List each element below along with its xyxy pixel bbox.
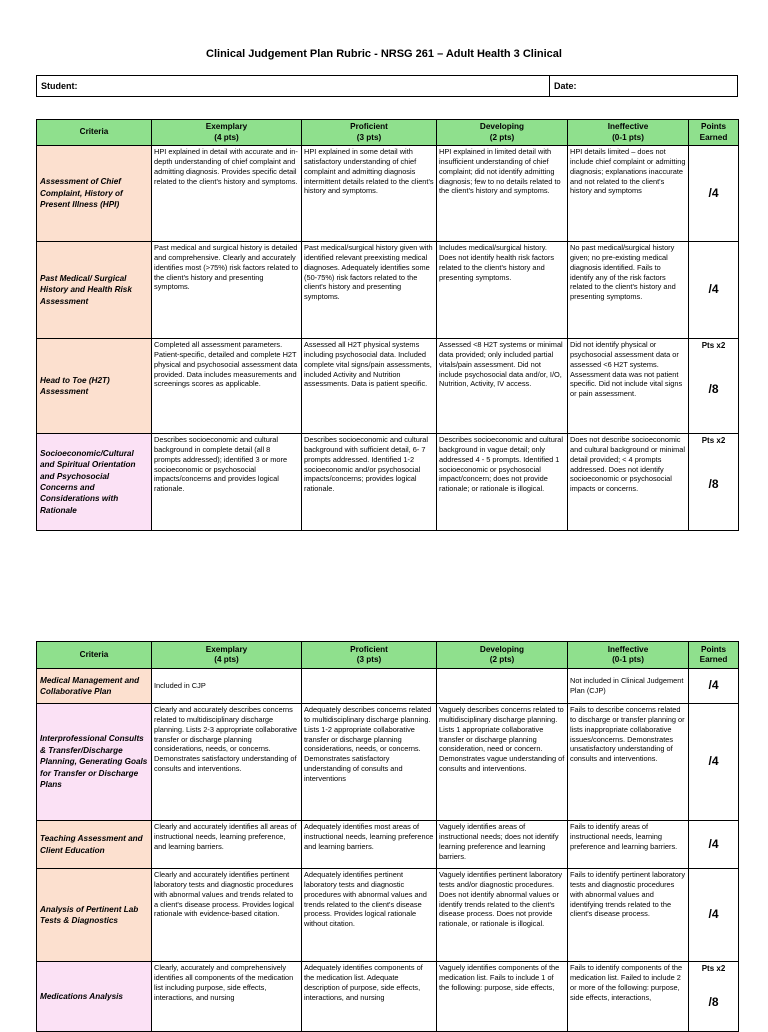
header-points-label: Points: [700, 644, 727, 654]
points-earned-cell: [689, 434, 739, 531]
ineffective-cell: Fails to identify components of the medication list. Failed to include 2 or more of the following: purpose, side effects, interactions,: [568, 962, 689, 1032]
header-developing-name: Developing: [479, 122, 525, 132]
table-row: [37, 869, 739, 962]
exemplary-cell: Past medical and surgical history is detailed and comprehensive. Clearly and accurately identifies most (>75%) risk factors related to the client's history and presenting symptoms.: [152, 242, 302, 339]
header-proficient-name: Proficient: [350, 644, 388, 654]
rubric-table-1: [36, 119, 739, 531]
rubric-table-2: [36, 641, 739, 1032]
points-earned-cell: [689, 146, 739, 242]
document-title: Clinical Judgement Plan Rubric - NRSG 261 – Adult Health 3 Clinical: [206, 48, 562, 60]
header-proficient-pts: (3 pts): [356, 132, 382, 142]
table-row: [37, 242, 739, 339]
criteria-cell: Analysis of Pertinent Lab Tests & Diagnostics: [37, 869, 152, 962]
exemplary-cell: Clearly and accurately describes concerns related to multidisciplinary discharge planning. Lists 2-3 appropriate collaborative transfer or discharge planning considerations, needs, or concerns. Demonstrates satisfactory understanding of consults and interventions.: [152, 704, 302, 821]
points-earned-cell: [689, 339, 739, 434]
exemplary-cell: Clearly and accurately identifies all areas of instructional needs, learning preference, and learning barriers.: [152, 821, 302, 869]
header-earned-label: Earned: [699, 655, 728, 664]
header-points: [689, 120, 739, 146]
criteria-cell: Assessment of Chief Complaint, History of Present Illness (HPI): [37, 146, 152, 242]
developing-cell: [437, 669, 568, 704]
points-value: /4: [708, 185, 719, 200]
student-info-bar: [36, 75, 738, 97]
developing-cell: Assessed <8 H2T systems or minimal data provided; only included partial vitals/pain assessment. Did not include psychosocial data and/or, I/O, Nutrition, Activity, IV access.: [437, 339, 568, 434]
proficient-cell: HPI explained in some detail with satisfactory understanding of chief complaint and admitting diagnosis intermittent details related to the client's history and symptoms.: [302, 146, 437, 242]
header-exemplary: [152, 120, 302, 146]
developing-cell: Vaguely identifies areas of instructional needs; does not identify learning preference and learning barriers.: [437, 821, 568, 869]
ineffective-cell: Fails to describe concerns related to discharge or transfer planning or lists inappropriate collaborative issues/concerns. Demonstrates unsatisfactory understanding of consults and interventions.: [568, 704, 689, 821]
criteria-cell: Teaching Assessment and Client Education: [37, 821, 152, 869]
proficient-cell: Adequately identifies most areas of instructional needs, learning preference and learning barriers.: [302, 821, 437, 869]
table-row: [37, 146, 739, 242]
header-developing-pts: (2 pts): [489, 655, 515, 664]
proficient-cell: Describes socioeconomic and cultural background with sufficient detail, 6- 7 prompts addressed. Identified 1-2 socioeconomic and/or psychosocial impacts/concerns; provides logical rationale.: [302, 434, 437, 531]
points-earned-cell: [689, 669, 739, 704]
table-row: [37, 821, 739, 869]
header-exemplary-pts: (4 pts): [214, 655, 239, 664]
header-exemplary-pts: (4 pts): [214, 132, 239, 142]
criteria-cell: Medical Management and Collaborative Plan: [37, 669, 152, 704]
points-value: /8: [708, 476, 719, 491]
header-exemplary-name: Exemplary: [205, 644, 248, 654]
ineffective-cell: Fails to identify pertinent laboratory tests and diagnostic procedures with abnormal values and identifying trends related to the client's disease process.: [568, 869, 689, 962]
criteria-cell: Past Medical/ Surgical History and Health Risk Assessment: [37, 242, 152, 339]
header-proficient-pts: (3 pts): [356, 655, 382, 664]
header-developing-name: Developing: [479, 644, 525, 654]
ineffective-cell: Did not identify physical or psychosocial assessment data or assessed <6 H2T systems. Assessment data was not patient specific. Did not include vital signs or pain assessment.: [568, 339, 689, 434]
developing-cell: Describes socioeconomic and cultural background in vague detail; only addressed 4 - 5 prompts. Identified 1 socioeconomic or psychosocial impact/concern; does not provide rationale; or rationale is illogical.: [437, 434, 568, 531]
proficient-cell: Assessed all H2T physical systems including psychosocial data. Included complete vital signs/pain assessments, included Activity and Nutrition assessments. Data is patient specific.: [302, 339, 437, 434]
header-proficient: [302, 642, 437, 669]
header-points-label: Points: [700, 122, 727, 132]
exemplary-cell: Clearly, accurately and comprehensively identifies all components of the medication list including purpose, side effects, interactions, and nursing: [152, 962, 302, 1032]
header-criteria: Criteria: [37, 642, 152, 669]
table-row: [37, 962, 739, 1032]
header-points: [689, 642, 739, 669]
criteria-cell: Interprofessional Consults & Transfer/Discharge Planning, Generating Goals for Transfer or Discharge Plans: [37, 704, 152, 821]
table-row: [37, 434, 739, 531]
header-ineffective-pts: (0-1 pts): [612, 655, 644, 664]
header-developing-pts: (2 pts): [489, 132, 515, 142]
header-earned-label: Earned: [699, 132, 728, 142]
points-value: /4: [708, 836, 719, 851]
ineffective-cell: Does not describe socioeconomic and cultural background or minimal detail provided; < 4 prompts addressed. Does not identify socioeconomic or psychosocial impacts or concerns.: [568, 434, 689, 531]
header-ineffective-name: Ineffective: [607, 122, 649, 132]
proficient-cell: Adequately describes concerns related to multidisciplinary discharge planning. Lists 1-2 appropriate collaborative transfer or discharge planning considerations, needs, or concerns. Demonstrates satisfactory understanding of consults and interventions: [302, 704, 437, 821]
criteria-cell: Head to Toe (H2T) Assessment: [37, 339, 152, 434]
points-value: /4: [708, 678, 719, 693]
header-ineffective-name: Ineffective: [607, 644, 649, 654]
points-earned-cell: [689, 821, 739, 869]
ineffective-cell: No past medical/surgical history given; no pre-existing medical diagnosis identified. Fails to identify any of the risk factors related to the client's history and presenting symptoms.: [568, 242, 689, 339]
criteria-cell: Medications Analysis: [37, 962, 152, 1032]
points-multiplier: Pts x2: [701, 964, 726, 973]
student-field[interactable]: Student:: [37, 76, 550, 96]
developing-cell: Vaguely identifies pertinent laboratory tests and/or diagnostic procedures. Does not identify abnormal values or identify trends related to the client's disease process. Does not provide rationale, or rationale is illogical.: [437, 869, 568, 962]
developing-cell: HPI explained in limited detail with insufficient understanding of chief complaint; did not identify admitting diagnosis; few to no details related to the client's history and symptoms.: [437, 146, 568, 242]
points-earned-cell: [689, 962, 739, 1032]
header-criteria: Criteria: [37, 120, 152, 146]
points-earned-cell: [689, 869, 739, 962]
points-value: /4: [708, 907, 719, 922]
developing-cell: Vaguely identifies components of the medication list. Fails to include 1 of the following: purpose, side effects,: [437, 962, 568, 1032]
points-multiplier: Pts x2: [701, 341, 726, 350]
developing-cell: Vaguely describes concerns related to multidisciplinary discharge planning. Lists 1 appropriate collaborative transfer or discharge planning consideration, need or concern. Demonstrates vague understanding of consults and interventions.: [437, 704, 568, 821]
points-value: /4: [708, 282, 719, 297]
points-earned-cell: [689, 242, 739, 339]
header-proficient-name: Proficient: [350, 122, 388, 132]
proficient-cell: Past medical/surgical history given with identified relevant preexisting medical diagnoses. Adequately identifies some (50-75%) risk factors related to the client's history and presenting symptoms.: [302, 242, 437, 339]
header-row: [37, 120, 739, 146]
table-row: [37, 339, 739, 434]
header-ineffective: [568, 120, 689, 146]
header-ineffective-pts: (0-1 pts): [612, 132, 644, 142]
points-value: /8: [708, 994, 719, 1009]
ineffective-cell: Fails to identify areas of instructional needs, learning preference and learning barriers.: [568, 821, 689, 869]
exemplary-cell: Clearly and accurately identifies pertinent laboratory tests and diagnostic procedures with abnormal values and trends related to a client's disease process. Provides logical rationale with evidence-based citation.: [152, 869, 302, 962]
header-proficient: [302, 120, 437, 146]
header-developing: [437, 120, 568, 146]
header-ineffective: [568, 642, 689, 669]
ineffective-cell: HPI details limited – does not include chief complaint or admitting diagnosis; explanations inaccurate and not related to the client's history and symptoms: [568, 146, 689, 242]
exemplary-cell: Completed all assessment parameters. Patient-specific, detailed and complete H2T physical and psychosocial assessment data provided. Data includes measurements and screenings scores as applicable.: [152, 339, 302, 434]
exemplary-cell: Describes socioeconomic and cultural background in complete detail (all 8 prompts addressed); identified 3 or more socioeconomic or psychosocial impacts/concerns and provides logical rationale.: [152, 434, 302, 531]
proficient-cell: [302, 669, 437, 704]
header-exemplary-name: Exemplary: [205, 122, 248, 132]
exemplary-cell: Included in CJP: [152, 669, 302, 704]
header-exemplary: [152, 642, 302, 669]
points-value: /8: [708, 381, 719, 396]
criteria-cell: Socioeconomic/Cultural and Spiritual Orientation and Psychosocial Concerns and Considerations with Rationale: [37, 434, 152, 531]
header-developing: [437, 642, 568, 669]
table-row: [37, 669, 739, 704]
date-field[interactable]: Date:: [554, 81, 577, 91]
proficient-cell: Adequately identifies components of the medication list. Adequate description of purpose, side effects, interactions, and nursing: [302, 962, 437, 1032]
proficient-cell: Adequately identifies pertinent laboratory tests and diagnostic procedures with abnormal values and trends related to the client's disease process. Provides logical rationale without citation.: [302, 869, 437, 962]
exemplary-cell: HPI explained in detail with accurate and in-depth understanding of chief complaint and admitting diagnosis. Provides specific detail related to the client's history and symptoms.: [152, 146, 302, 242]
header-row: [37, 642, 739, 669]
developing-cell: Includes medical/surgical history. Does not identify health risk factors related to the client's history and presenting symptoms.: [437, 242, 568, 339]
ineffective-cell: Not included in Clinical Judgement Plan (CJP): [568, 669, 689, 704]
points-earned-cell: [689, 704, 739, 821]
table-row: [37, 704, 739, 821]
points-value: /4: [708, 754, 719, 769]
points-multiplier: Pts x2: [701, 436, 726, 445]
